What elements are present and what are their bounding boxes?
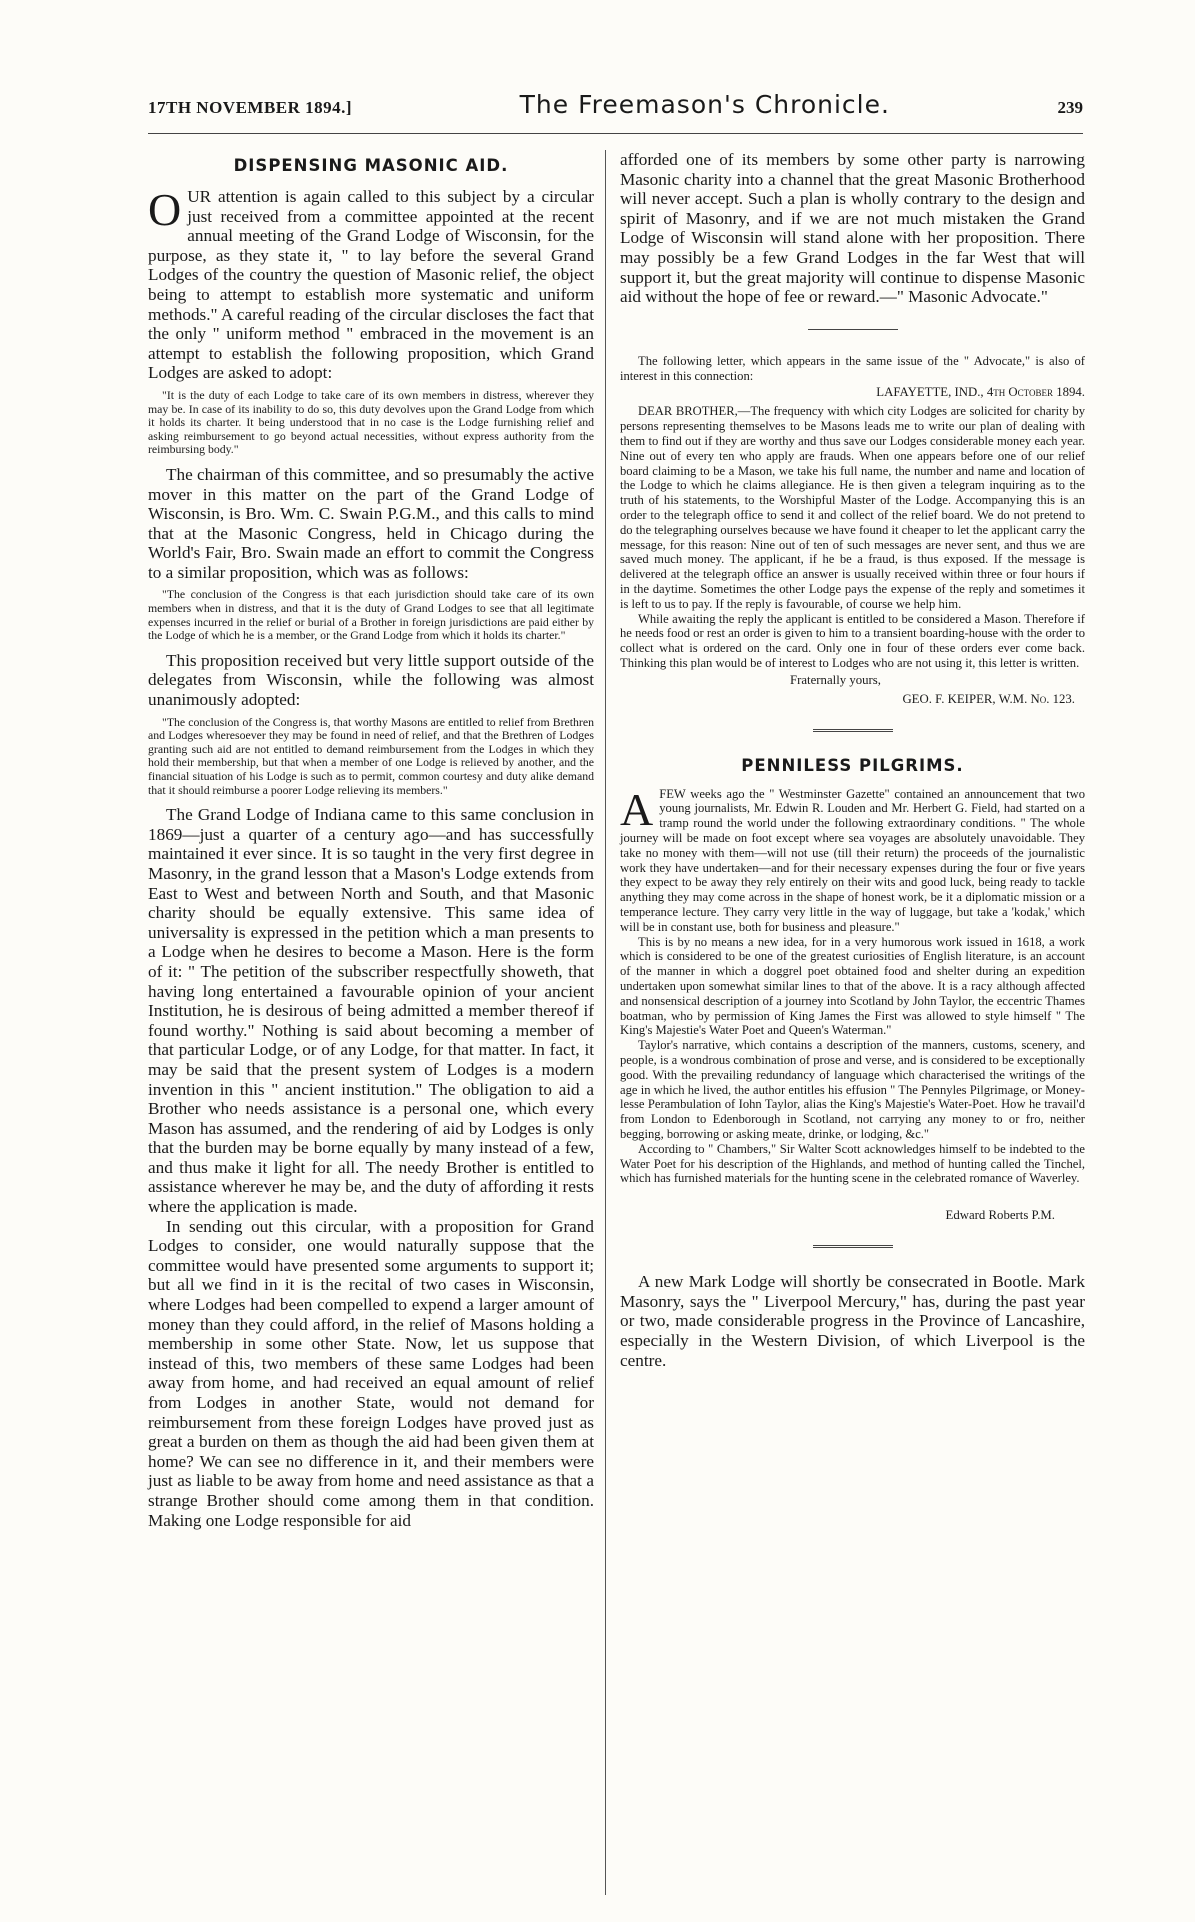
drop-cap: A — [620, 783, 654, 835]
left-column — [148, 148, 594, 1530]
page-header — [148, 90, 1083, 130]
letter-dateline: LAFAYETTE, IND., 4th October 1894. — [876, 385, 1085, 400]
paragraph: AFEW weeks ago the " Westminster Gazette" contained an announcement that two young journalists, Mr. Edwin R. Louden and Mr. Herbert G. Field, had started on a tramp round the world under the following extraordinary conditions. " The whole journey will be made on foot except where sea voyages are absolutely unavoidable. They take no money with them—will not use (till their return) the proceeds of the journalistic work they have undertaken—and for their necessary expenses during the four or five years they expect to be away they rely entirely on their wits and good luck, being ready to tackle anything they may come across in the shape of honest work, be it a diplomatic mission or a temperance lecture. They carry very little in the way of luggage, but take a 'kodak,' which will be in constant use, both for business and pleasure." — [620, 783, 1085, 934]
header-date: 17TH NOVEMBER 1894.] — [148, 98, 353, 117]
separator-rule — [813, 1245, 893, 1248]
quotation: "The conclusion of the Congress is, that worthy Masons are entitled to relief from Brethren and Lodges wheresoever they may be found in need of relief, and that the Brethren of Lodges granting such aid are not entitled to demand reimbursement from the Lodges in which they hold their membership, but that when a member of one Lodge is relieved by another, and the financial situation of his Lodge is such as to permit, common courtesy and duty alike demand that it should reimburse a poorer Lodge relieving its members." — [148, 714, 594, 797]
article-headline-pilgrims: PENNILESS PILGRIMS. — [741, 755, 964, 775]
separator-rule — [813, 729, 893, 732]
publication-title: The Freemason's Chronicle. — [519, 90, 890, 119]
letter-salutation: DEAR BROTHER, — [638, 404, 738, 419]
letter-signature: GEO. F. KEIPER, W.M. No. 123. — [902, 691, 1075, 706]
paragraph: The chairman of this committee, and so presumably the active mover in this matter on the part of the Grand Lodge of Wisconsin, is Bro. Wm. C. Swain P.G.M., and this calls to mind that at the Masonic Congress, held in Chicago during the World's Fair, Bro. Swain made an effort to commit the Congress to a similar proposition, which was as follows: — [148, 464, 594, 582]
letter-body: DEAR BROTHER,—The frequency with which city Lodges are solicited for charity by persons representing themselves to be Masons leads me to write our plan of dealing with them to find out if they are worthy and thus save our Lodges considerable money each year. Nine out of every ten who apply are frauds. When one appears before one of our relief board claiming to be a Mason, we take his full name, the number and name and location of the Lodge to which he claims allegiance. He is then given a telegram inquiring as to the truth of his statements, to the Worshipful Master of the Lodge. Accompanying this is an order to the telegraph office to send it and collect of the relief board. We do not pretend to do the telegraphing ourselves because we have found it cheaper to let the applicant carry the message, for this reason: Nine out of ten of such messages are never sent, and thus we are saved much money. The applicant, if he be a fraud, is thus exposed. If the message is delivered at the telegraph office an answer is usually received within three or four hours if in the daytime. Sometimes the other Lodge pays the expense of the reply and sometimes it is left to us to pay. If the reply is favourable, of course we help him. — [620, 404, 1085, 611]
letter-body: While awaiting the reply the applicant is entitled to be considered a Mason. Therefore if he needs food or rest an order is given to him to a transient boarding-house with the order to collect what is ordered on the card. Only one in four of these orders ever come back. Thinking this plan would be of interest to Lodges who are not using it, this letter is written. — [620, 611, 1085, 670]
paragraph-mark-lodge: A new Mark Lodge will shortly be consecrated in Bootle. Mark Masonry, says the " Liverpool Mercury," has, during the past year or two, made considerable progress in the Province of Lancashire, especially in the Western Division, of which Liverpool is the centre. — [620, 1272, 1085, 1370]
article-headline-dispensing: DISPENSING MASONIC AID. — [233, 156, 509, 175]
paragraph: Taylor's narrative, which contains a description of the manners, customs, scenery, and people, is a wondrous combination of prose and verse, and is considered to be exceptionally good. With the prevailing redundancy of language which characterised the writings of the age in which he lived, the author entitles his effusion " The Pennyles Pilgrimage, or Money-lesse Perambulation of Iohn Taylor, alias the King's Majestie's Water-Poet. How he travail'd from London to Edenborough in Scotland, not carrying any money to or fro, neither begging, borrowing or asking meate, drinke, or lodging, &c." — [620, 1038, 1085, 1142]
paragraph: In sending out this circular, with a proposition for Grand Lodges to consider, one would naturally suppose that the committee would have presented some arguments to support it; but all we find in it is the recital of two cases in Wisconsin, where Lodges had been compelled to expend a larger amount of money than they could afford, in the relief of Masons holding a membership in some other State. Now, let us suppose that instead of this, two members of these same Lodges had been away from home, and had received an equal amount of relief from Lodges in another State, would not demand for reimbursement from these foreign Lodges have proved just as great a burden on them as though the aid had been given them at home? We can see no difference in it, and their members were just as liable to be away from home and need assistance as that a strange Brother should come among them in that condition. Making one Lodge responsible for aid — [148, 1216, 594, 1530]
paragraph: According to " Chambers," Sir Walter Scott acknowledges himself to be indebted to the Water Poet for his description of the Highlands, and method of hunting called the Tinchel, which has furnished materials for the hunting scene in the celebrated romance of Waverley. — [620, 1141, 1085, 1186]
article-signature: Edward Roberts P.M. — [945, 1208, 1055, 1223]
header-rule — [148, 133, 1083, 134]
paragraph: This proposition received but very little support outside of the delegates from Wisconsin, while the following was almost unanimously adopted: — [148, 650, 594, 710]
paragraph: This is by no means a new idea, for in a very humorous work issued in 1618, a work which is considered to be one of the greatest curiosities of English literature, is an account of the manner in which a doggrel poet obtained food and shelter during an expedition undertaken upon somewhat similar lines to that of the above. It is a racy although affected and nonsensical description of a journey into Scotland by John Taylor, the eccentric Thames boatman, who by permission of King James the First was allowed to style himself " The King's Majestie's Water Poet and Queen's Waterman." — [620, 934, 1085, 1038]
quotation: "The conclusion of the Congress is that each jurisdiction should take care of its own members when in distress, and that it is the duty of Grand Lodges to see that all legitimate expenses incurred in the relief or burial of a Brother in foreign jurisdictions are paid either by the Lodge of which he is a member, or the Grand Lodge from which it holds its charter." — [148, 587, 594, 643]
drop-cap: O — [148, 184, 182, 235]
letter-intro: The following letter, which appears in the same issue of the " Advocate," is also of interest in this connection: — [620, 353, 1085, 383]
paragraph: The Grand Lodge of Indiana came to this same conclusion in 1869—just a quarter of a century ago—and has successfully maintained it ever since. It is so taught in the very first degree in Masonry, in the grand lesson that a Mason's Lodge extends from East to West and between North and South, and that Masonic charity should be equally extensive. This same idea of universality is expressed in the petition which a man presents to a Lodge when he desires to become a Mason. Here is the form of it: " The petition of the subscriber respectfully showeth, that having long entertained a favourable opinion of your ancient Institution, he is desirous of being admitted a member thereof if found worthy." Nothing is said about becoming a member of that particular Lodge, or of any Lodge, for that matter. In fact, it may be said that the present system of Lodges is a modern invention in this " ancient institution." The obligation to aid a Brother who needs assistance is a personal one, which every Mason has assumed, and the rendering of aid by Lodges is only that the burden may be borne equally by many instead of a few, and thus make it light for all. The needy Brother is entitled to assistance wherever he may be, and the duty of affording it rests where the application is made. — [148, 805, 594, 1217]
paragraph: afforded one of its members by some other party is narrowing Masonic charity into a channel that the great Masonic Brotherhood will never accept. Such a plan is wholly contrary to the design and spirit of Masonry, and if we are not much mistaken the Grand Lodge of Wisconsin will stand alone with her proposition. There may possibly be a few Grand Lodges in the far West that will support it, but the great majority will continue to dispense Masonic aid without the hope of fee or reward.—" Masonic Advocate." — [620, 150, 1085, 307]
quotation: "It is the duty of each Lodge to take care of its own members in distress, wherever they may be. In case of its inability to do so, this duty devolves upon the Grand Lodge from which it holds its charter. It being understood that in no case is the Lodge furnishing relief and asking reimbursement to go beyond actual necessities, without express authority from the reimbursing body." — [148, 387, 594, 457]
separator-rule — [808, 329, 898, 330]
right-column — [620, 150, 1085, 1370]
page-number: 239 — [1057, 98, 1083, 117]
column-divider — [605, 150, 606, 1895]
paragraph: OUR attention is again called to this subject by a circular just received from a committee appointed at the recent annual meeting of the Grand Lodge of Wisconsin, for the purpose, as they state it, " to lay before the several Grand Lodges of the country the question of Masonic relief, the object being to attempt to establish more systematic and uniform methods." A careful reading of the circular discloses the fact that the only " uniform method " embraced in the movement is an attempt to establish the following proposition, which Grand Lodges are asked to adopt: — [148, 184, 594, 383]
letter-closing: Fraternally yours, — [790, 672, 881, 687]
